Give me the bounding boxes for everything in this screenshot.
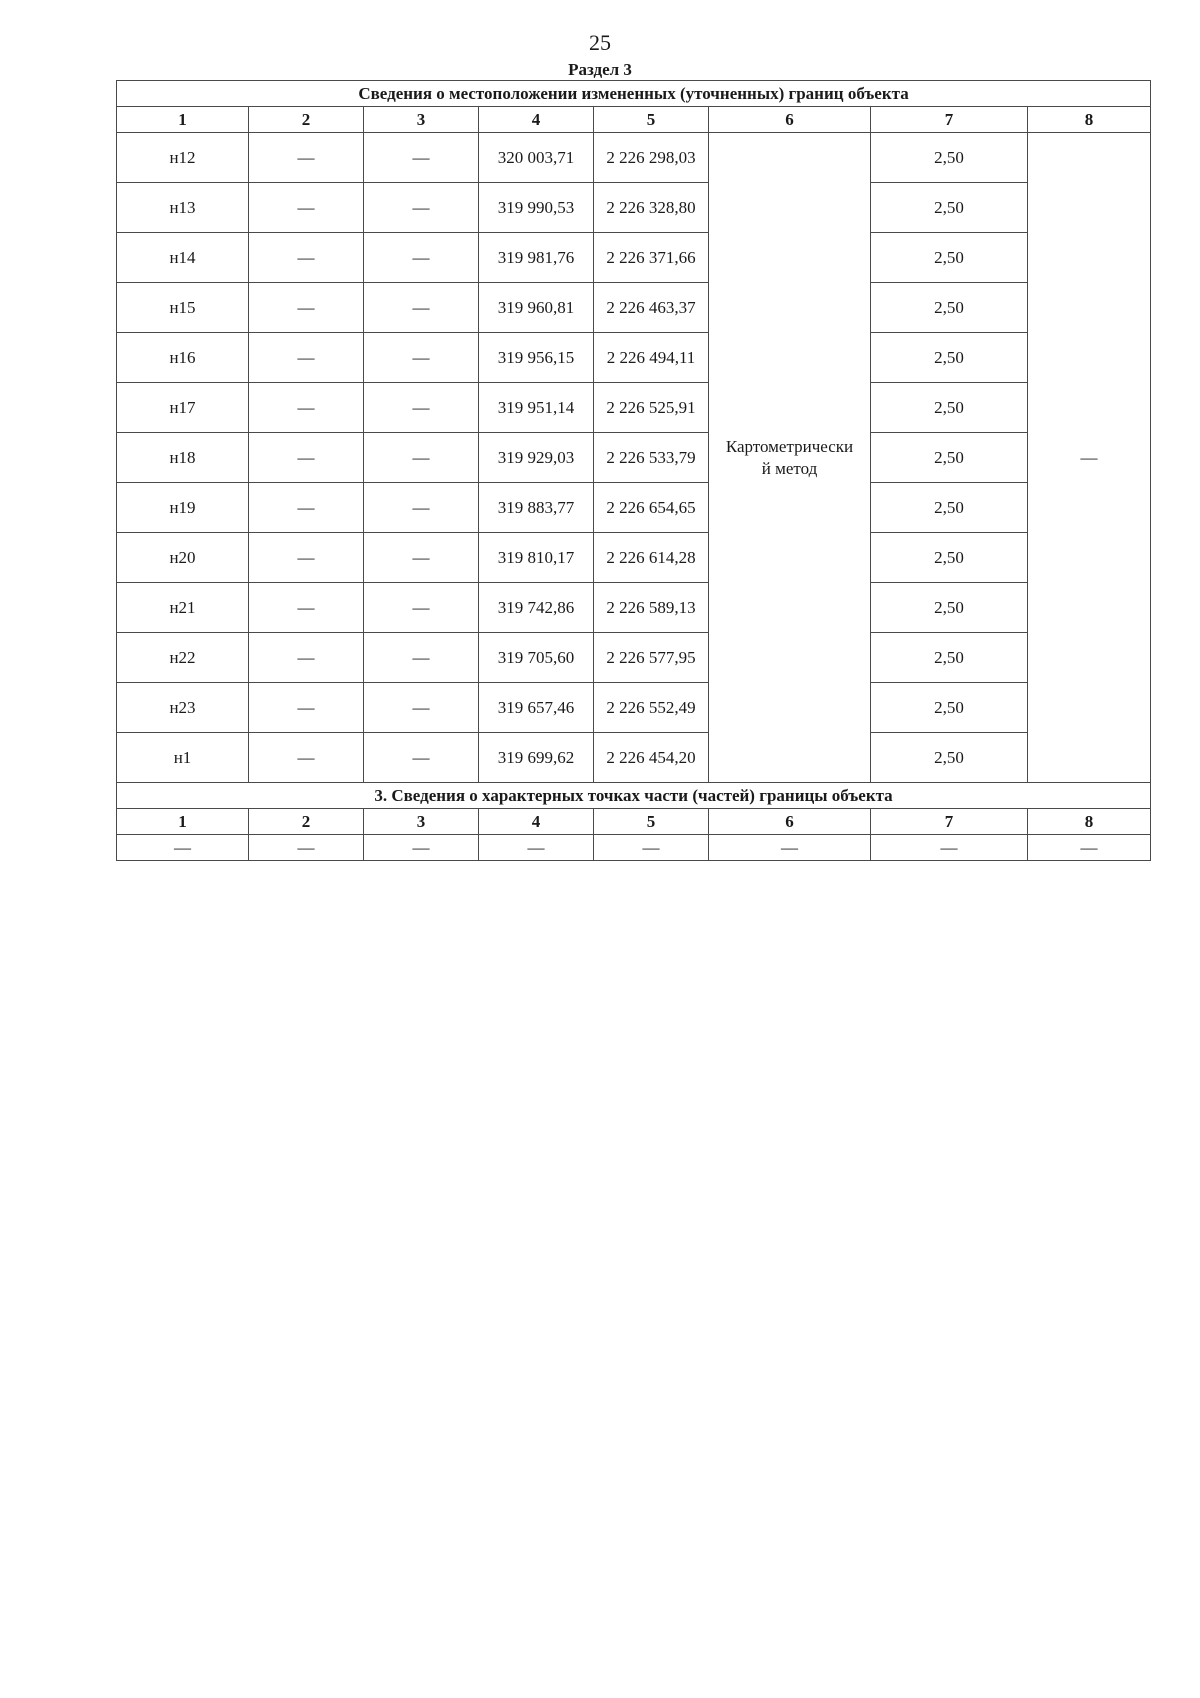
method-text-line2: й метод	[761, 458, 818, 478]
point-cell: н21	[117, 583, 249, 633]
table-body	[117, 81, 1151, 783]
table-row	[117, 733, 1151, 783]
column2-cell: —	[249, 283, 364, 333]
empty-cell: —	[594, 835, 709, 861]
column-header: 7	[871, 107, 1028, 133]
column2-cell: —	[249, 133, 364, 183]
x-coordinate-cell: 319 705,60	[479, 633, 594, 683]
table-row	[117, 583, 1151, 633]
column2-cell: —	[249, 533, 364, 583]
column2-cell: —	[249, 383, 364, 433]
column2-cell: —	[249, 583, 364, 633]
precision-cell: 2,50	[871, 633, 1028, 683]
precision-cell: 2,50	[871, 133, 1028, 183]
column2-cell: —	[249, 683, 364, 733]
column3-cell: —	[364, 283, 479, 333]
precision-cell: 2,50	[871, 233, 1028, 283]
table-row	[117, 483, 1151, 533]
precision-cell: 2,50	[871, 483, 1028, 533]
table-row	[117, 133, 1151, 183]
y-coordinate-cell: 2 226 463,37	[594, 283, 709, 333]
y-coordinate-cell: 2 226 577,95	[594, 633, 709, 683]
precision-cell: 2,50	[871, 583, 1028, 633]
point-cell: н20	[117, 533, 249, 583]
x-coordinate-cell: 320 003,71	[479, 133, 594, 183]
precision-cell: 2,50	[871, 283, 1028, 333]
column2-cell: —	[249, 733, 364, 783]
column3-cell: —	[364, 633, 479, 683]
empty-cell: —	[249, 835, 364, 861]
point-cell: н13	[117, 183, 249, 233]
point-cell: н17	[117, 383, 249, 433]
x-coordinate-cell: 319 810,17	[479, 533, 594, 583]
y-coordinate-cell: 2 226 454,20	[594, 733, 709, 783]
column2-cell: —	[249, 183, 364, 233]
x-coordinate-cell: 319 951,14	[479, 383, 594, 433]
precision-cell: 2,50	[871, 683, 1028, 733]
y-coordinate-cell: 2 226 328,80	[594, 183, 709, 233]
table-caption-row	[117, 81, 1151, 107]
y-coordinate-cell: 2 226 494,11	[594, 333, 709, 383]
point-cell: н23	[117, 683, 249, 733]
column-header: 4	[479, 107, 594, 133]
x-coordinate-cell: 319 742,86	[479, 583, 594, 633]
x-coordinate-cell: 319 699,62	[479, 733, 594, 783]
section3-header-row	[117, 809, 1151, 835]
y-coordinate-cell: 2 226 298,03	[594, 133, 709, 183]
column-header: 5	[594, 809, 709, 835]
section3-empty-row	[117, 835, 1151, 861]
section3-body	[117, 783, 1151, 861]
column3-cell: —	[364, 683, 479, 733]
section3-caption: 3. Сведения о характерных точках части (частей) границы объекта	[117, 783, 1151, 809]
x-coordinate-cell: 319 929,03	[479, 433, 594, 483]
y-coordinate-cell: 2 226 589,13	[594, 583, 709, 633]
empty-cell: —	[871, 835, 1028, 861]
method-cell	[709, 133, 871, 783]
precision-cell: 2,50	[871, 383, 1028, 433]
precision-cell: 2,50	[871, 733, 1028, 783]
x-coordinate-cell: 319 990,53	[479, 183, 594, 233]
table-header-row	[117, 107, 1151, 133]
column3-cell: —	[364, 233, 479, 283]
method-text-line1: Картометрически	[725, 436, 854, 456]
column3-cell: —	[364, 583, 479, 633]
x-coordinate-cell: 319 657,46	[479, 683, 594, 733]
section3-caption-row	[117, 783, 1151, 809]
y-coordinate-cell: 2 226 525,91	[594, 383, 709, 433]
table-row	[117, 233, 1151, 283]
column3-cell: —	[364, 383, 479, 433]
page-number: 25	[589, 30, 611, 55]
empty-cell: —	[479, 835, 594, 861]
column3-cell: —	[364, 183, 479, 233]
column-header: 3	[364, 809, 479, 835]
table-row	[117, 283, 1151, 333]
column-header: 6	[709, 809, 871, 835]
point-cell: н22	[117, 633, 249, 683]
column-header: 4	[479, 809, 594, 835]
x-coordinate-cell: 319 960,81	[479, 283, 594, 333]
column-header: 8	[1028, 107, 1151, 133]
boundary-table	[116, 80, 1151, 861]
column-header: 2	[249, 809, 364, 835]
y-coordinate-cell: 2 226 533,79	[594, 433, 709, 483]
point-cell: н19	[117, 483, 249, 533]
column-header: 5	[594, 107, 709, 133]
column3-cell: —	[364, 133, 479, 183]
column8-cell: —	[1028, 133, 1151, 783]
column-header: 8	[1028, 809, 1151, 835]
y-coordinate-cell: 2 226 552,49	[594, 683, 709, 733]
point-cell: н1	[117, 733, 249, 783]
column3-cell: —	[364, 483, 479, 533]
column2-cell: —	[249, 233, 364, 283]
x-coordinate-cell: 319 883,77	[479, 483, 594, 533]
point-cell: н16	[117, 333, 249, 383]
column-header: 1	[117, 809, 249, 835]
precision-cell: 2,50	[871, 533, 1028, 583]
column2-cell: —	[249, 633, 364, 683]
point-cell: н14	[117, 233, 249, 283]
y-coordinate-cell: 2 226 654,65	[594, 483, 709, 533]
table-row	[117, 433, 1151, 483]
empty-cell: —	[709, 835, 871, 861]
table-row	[117, 183, 1151, 233]
point-cell: н18	[117, 433, 249, 483]
y-coordinate-cell: 2 226 371,66	[594, 233, 709, 283]
y-coordinate-cell: 2 226 614,28	[594, 533, 709, 583]
column3-cell: —	[364, 433, 479, 483]
x-coordinate-cell: 319 981,76	[479, 233, 594, 283]
column-header: 3	[364, 107, 479, 133]
section-title: Раздел 3	[568, 60, 632, 79]
table-row	[117, 333, 1151, 383]
empty-cell: —	[117, 835, 249, 861]
x-coordinate-cell: 319 956,15	[479, 333, 594, 383]
column2-cell: —	[249, 333, 364, 383]
table-row	[117, 533, 1151, 583]
column3-cell: —	[364, 333, 479, 383]
column2-cell: —	[249, 483, 364, 533]
point-cell: н15	[117, 283, 249, 333]
precision-cell: 2,50	[871, 433, 1028, 483]
precision-cell: 2,50	[871, 183, 1028, 233]
table-row	[117, 633, 1151, 683]
point-cell: н12	[117, 133, 249, 183]
column-header: 1	[117, 107, 249, 133]
column3-cell: —	[364, 733, 479, 783]
empty-cell: —	[364, 835, 479, 861]
column-header: 6	[709, 107, 871, 133]
column3-cell: —	[364, 533, 479, 583]
precision-cell: 2,50	[871, 333, 1028, 383]
table-caption: Сведения о местоположении измененных (уточненных) границ объекта	[117, 81, 1151, 107]
column-header: 7	[871, 809, 1028, 835]
table-row	[117, 383, 1151, 433]
table-row	[117, 683, 1151, 733]
column2-cell: —	[249, 433, 364, 483]
empty-cell: —	[1028, 835, 1151, 861]
column-header: 2	[249, 107, 364, 133]
